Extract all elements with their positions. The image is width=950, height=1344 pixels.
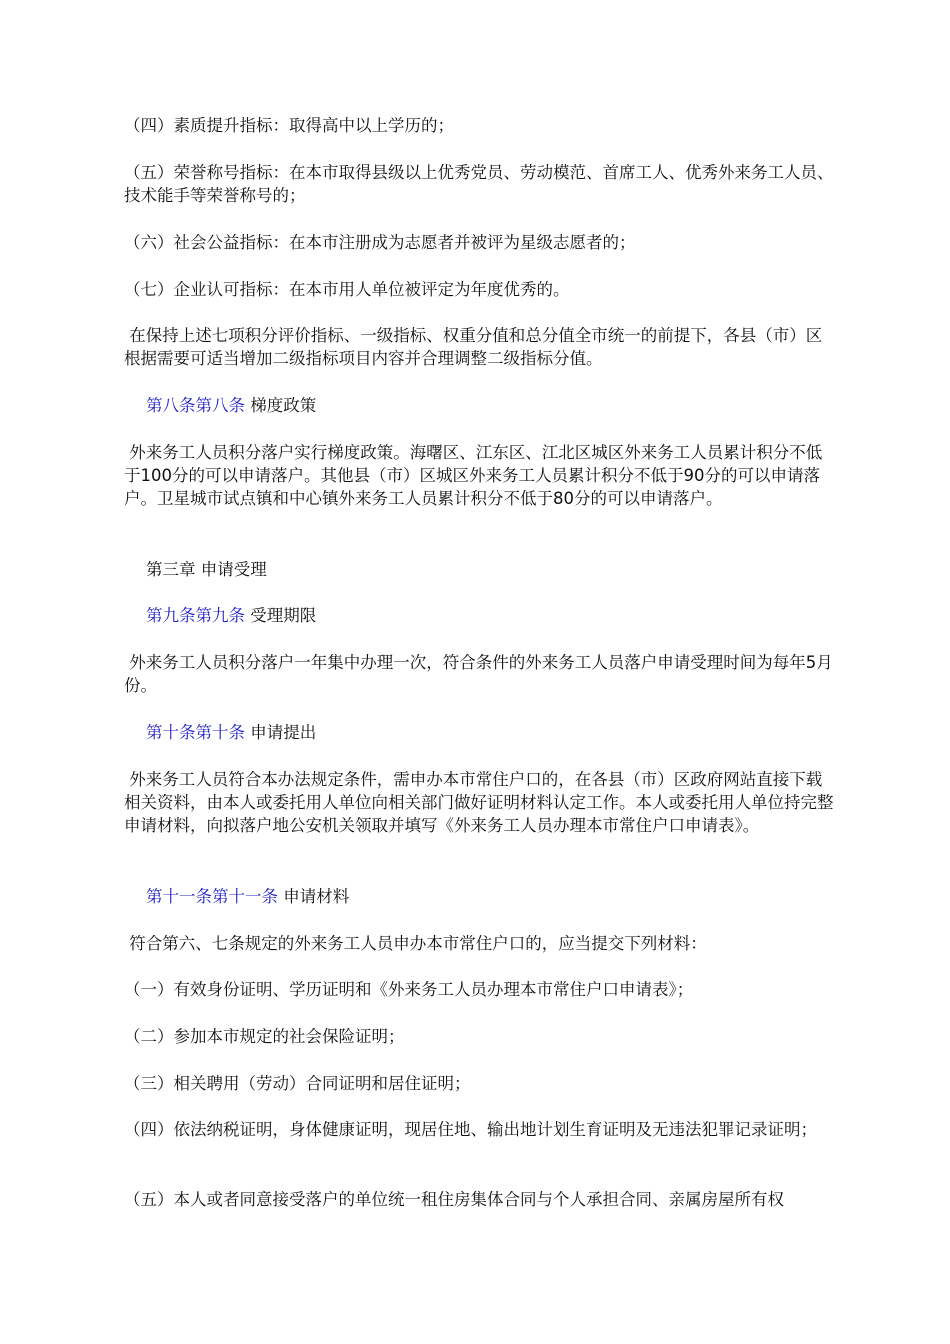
article-10-title: 申请提出 bbox=[245, 723, 317, 742]
paragraph-materials-intro: 符合第六、七条规定的外来务工人员申办本市常住户口的，应当提交下列材料： bbox=[124, 934, 707, 953]
article-8-title: 梯度政策 bbox=[245, 396, 317, 415]
article-11-heading bbox=[146, 885, 349, 908]
list-item-materials-3: （三）相关聘用（劳动）合同证明和居住证明； bbox=[124, 1074, 471, 1093]
article-9-heading bbox=[146, 604, 316, 627]
article-11-number: 第十一条第十一条 bbox=[146, 887, 278, 906]
list-item-materials-4: （四）依法纳税证明，身体健康证明，现居住地、输出地计划生育证明及无违法犯罪记录证明； bbox=[124, 1120, 817, 1139]
paragraph-gradient-policy: 外来务工人员积分落户实行梯度政策。海曙区、江东区、江北区城区外来务工人员累计积分不低于100分的可以申请落户。其他县（市）区城区外来务工人员累计积分不低于90分的可以申请落户。卫星城市试点镇和中心镇外来务工人员累计积分不低于80分的可以申请落户。 bbox=[124, 443, 823, 508]
article-10-heading bbox=[146, 721, 316, 744]
article-11-title: 申请材料 bbox=[278, 887, 350, 906]
article-10-number: 第十条第十条 bbox=[146, 723, 245, 742]
list-item-materials-1: （一）有效身份证明、学历证明和《外来务工人员办理本市常住户口申请表》； bbox=[124, 980, 694, 999]
list-item-materials-2: （二）参加本市规定的社会保险证明； bbox=[124, 1027, 405, 1046]
paragraph-honor-indicator: （五）荣誉称号指标：在本市取得县级以上优秀党员、劳动模范、首席工人、优秀外来务工人员、技术能手等荣誉称号的； bbox=[124, 163, 834, 205]
paragraph-quality-indicator: （四）素质提升指标：取得高中以上学历的； bbox=[124, 116, 454, 135]
list-item-materials-5: （五）本人或者同意接受落户的单位统一租住房集体合同与个人承担合同、亲属房屋所有权 bbox=[124, 1190, 784, 1209]
article-8-number: 第八条第八条 bbox=[146, 396, 245, 415]
paragraph-enterprise-indicator: （七）企业认可指标：在本市用人单位被评定为年度优秀的。 bbox=[124, 280, 570, 299]
paragraph-indicator-adjustment: 在保持上述七项积分评价指标、一级指标、权重分值和总分值全市统一的前提下，各县（市）区根据需要可适当增加二级指标项目内容并合理调整二级指标分值。 bbox=[124, 326, 823, 368]
paragraph-acceptance-period: 外来务工人员积分落户一年集中办理一次，符合条件的外来务工人员落户申请受理时间为每年5月份。 bbox=[124, 653, 833, 695]
article-8-heading bbox=[146, 394, 316, 417]
chapter-3-heading: 第三章 申请受理 bbox=[146, 560, 267, 579]
paragraph-application-submission: 外来务工人员符合本办法规定条件，需申办本市常住户口的，在各县（市）区政府网站直接下载相关资料，由本人或委托用人单位向相关部门做好证明材料认定工作。本人或委托用人单位持完整申请材料，向拟落户地公安机关领取并填写《外来务工人员办理本市常住户口申请表》。 bbox=[124, 770, 834, 835]
article-9-title: 受理期限 bbox=[245, 606, 317, 625]
paragraph-public-welfare-indicator: （六）社会公益指标：在本市注册成为志愿者并被评为星级志愿者的； bbox=[124, 233, 636, 252]
article-9-number: 第九条第九条 bbox=[146, 606, 245, 625]
